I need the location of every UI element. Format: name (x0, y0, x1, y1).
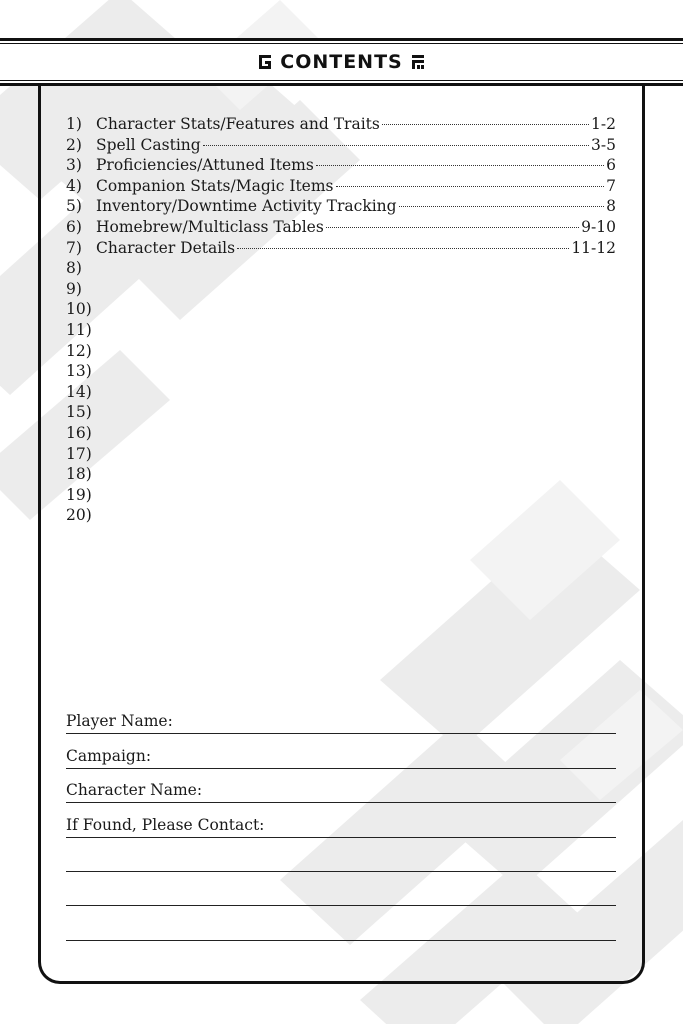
toc-number: 15) (66, 403, 92, 422)
toc-leader-dots (237, 248, 569, 249)
character-name-field[interactable] (66, 769, 616, 803)
toc-leader-dots (316, 165, 604, 166)
table-of-contents (66, 114, 616, 526)
toc-page: 11-12 (571, 238, 616, 257)
toc-row (66, 176, 616, 197)
campaign-label: Campaign: (66, 746, 152, 765)
toc-title: Proficiencies/Attuned Items (96, 156, 314, 175)
toc-page: 6 (606, 156, 616, 175)
toc-row (66, 320, 616, 341)
player-name-label: Player Name: (66, 712, 173, 731)
toc-row (66, 505, 616, 526)
toc-page: 8 (606, 197, 616, 216)
toc-row (66, 258, 616, 279)
contact-line-1[interactable] (66, 838, 616, 872)
toc-number: 13) (66, 362, 92, 381)
toc-number: 8) (66, 259, 82, 278)
toc-row (66, 444, 616, 465)
campaign-field[interactable] (66, 734, 616, 768)
page-title: CONTENTS (280, 51, 403, 73)
toc-number: 3) (66, 156, 82, 175)
toc-row (66, 485, 616, 506)
toc-row (66, 196, 616, 217)
toc-page: 7 (606, 176, 616, 195)
toc-row (66, 382, 616, 403)
toc-number: 7) (66, 238, 82, 257)
toc-number: 11) (66, 320, 92, 339)
toc-page: 3-5 (591, 135, 616, 154)
toc-row (66, 423, 616, 444)
toc-page: 9-10 (581, 217, 616, 236)
character-name-label: Character Name: (66, 781, 203, 800)
toc-number: 19) (66, 485, 92, 504)
owner-form (66, 700, 616, 941)
toc-leader-dots (326, 227, 579, 228)
toc-number: 14) (66, 382, 92, 401)
toc-title: Character Stats/Features and Traits (96, 115, 380, 133)
toc-row (66, 341, 616, 362)
toc-number: 9) (66, 279, 82, 298)
toc-row (66, 361, 616, 382)
toc-title: Homebrew/Multiclass Tables (96, 217, 324, 236)
toc-row (66, 238, 616, 259)
toc-number: 6) (66, 217, 82, 236)
contact-line-3[interactable] (66, 906, 616, 940)
toc-number: 2) (66, 135, 82, 154)
header (0, 48, 683, 76)
contact-field[interactable] (66, 803, 616, 837)
toc-row (66, 299, 616, 320)
toc-leader-dots (399, 206, 605, 207)
toc-number: 4) (66, 176, 82, 195)
toc-row (66, 135, 616, 156)
rune-left-icon (258, 53, 272, 71)
toc-row (66, 402, 616, 423)
toc-page: 1-2 (591, 115, 616, 133)
toc-number: 1) (66, 115, 82, 133)
toc-leader-dots (203, 145, 589, 146)
toc-leader-dots (336, 186, 605, 187)
toc-number: 18) (66, 465, 92, 484)
toc-number: 17) (66, 444, 92, 463)
toc-title: Character Details (96, 238, 236, 257)
contact-line-2[interactable] (66, 872, 616, 906)
toc-row (66, 464, 616, 485)
rune-right-icon (411, 53, 425, 71)
toc-row (66, 155, 616, 176)
toc-row (66, 114, 616, 135)
player-name-field[interactable] (66, 700, 616, 734)
toc-leader-dots (382, 124, 589, 125)
toc-row (66, 279, 616, 300)
toc-number: 16) (66, 423, 92, 442)
toc-number: 5) (66, 197, 82, 216)
toc-row (66, 217, 616, 238)
toc-title: Spell Casting (96, 135, 201, 154)
toc-number: 10) (66, 300, 92, 319)
toc-title: Companion Stats/Magic Items (96, 176, 334, 195)
toc-number: 12) (66, 341, 92, 360)
contact-label: If Found, Please Contact: (66, 815, 265, 834)
toc-number: 20) (66, 506, 92, 525)
toc-title: Inventory/Downtime Activity Tracking (96, 197, 397, 216)
